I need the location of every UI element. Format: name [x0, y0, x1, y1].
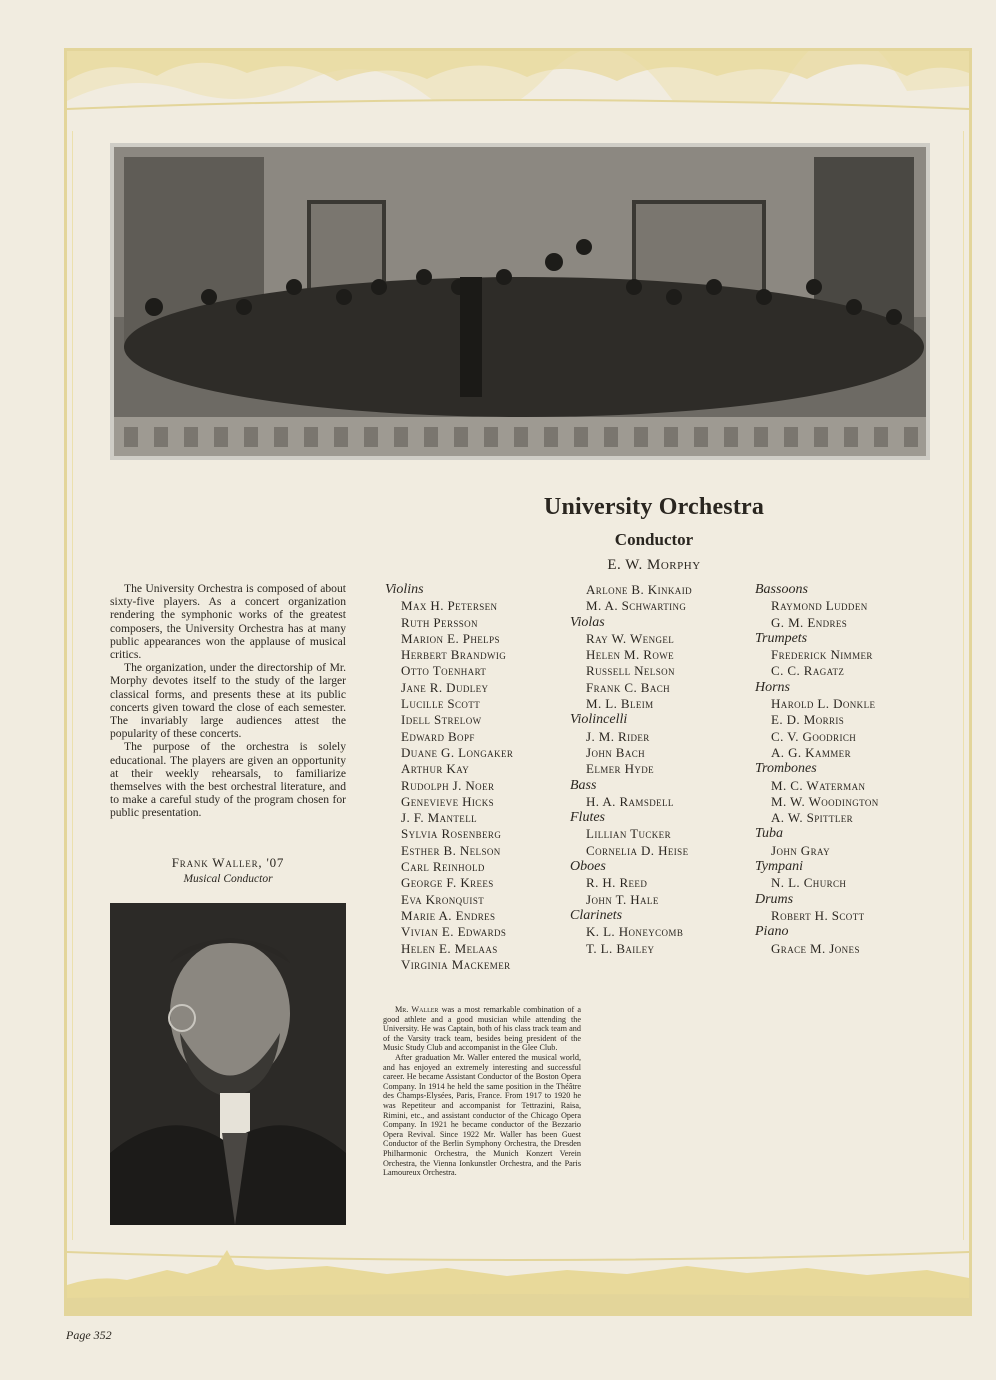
roster-member: Sylvia Rosenberg	[401, 826, 502, 842]
roster-member: Cornelia D. Heise	[586, 842, 689, 858]
roster-member: Herbert Brandwig	[401, 647, 507, 663]
roster-member: Grace M. Jones	[771, 940, 860, 956]
roster-member: H. A. Ramsdell	[586, 793, 674, 809]
roster-member: R. H. Reed	[586, 875, 648, 891]
roster-member: George F. Krees	[401, 875, 494, 891]
roster-member: A. G. Kammer	[771, 744, 851, 760]
intro-paragraph: The organization, under the directorship of Mr. Morphy devotes itself to the study of the larger classical forms, and presents these at its public concerts given toward the close of each semester. The invariably large audiences attest the popularity of these concerts.	[110, 661, 346, 741]
roster-member: M. L. Bleim	[586, 696, 654, 712]
roster-member: Lillian Tucker	[586, 826, 671, 842]
roster-member: Helen M. Rowe	[586, 647, 675, 663]
signature-title: Musical Conductor	[183, 873, 273, 885]
roster-member: Rudolph J. Noer	[401, 777, 495, 793]
roster-section-heading: Trombones	[755, 761, 817, 777]
roster-member: Eva Kronquist	[401, 891, 485, 907]
roster-member: Ray W. Wengel	[586, 630, 675, 646]
roster-member: T. L. Bailey	[586, 940, 655, 956]
intro-text	[110, 582, 346, 820]
bio-text: was a most remarkable combination of a good athlete and a good musician while attending the University. He was Captain, both of his class track team and of the Varsity track team, besides being president of the Music Study Club and accompanist in the Glee Club.	[383, 1005, 581, 1053]
conductor-bio	[383, 1005, 581, 1178]
bio-lead: Mr. Waller	[395, 1005, 439, 1014]
roster-member: Helen E. Melaas	[401, 940, 498, 956]
roster-member: Edward Bopf	[401, 728, 475, 744]
conductor-portrait-photo	[110, 903, 346, 1225]
roster-member: Elmer Hyde	[586, 761, 655, 777]
roster-section-heading: Violas	[570, 614, 605, 630]
signature-name: Frank Waller, '07	[171, 855, 285, 870]
roster-member: N. L. Church	[771, 875, 847, 891]
roster-member: Arlone B. Kinkaid	[586, 582, 692, 597]
roster-member: G. M. Endres	[771, 614, 848, 630]
conductor-name: E. W. Morphy	[607, 557, 701, 573]
intro-paragraph: The University Orchestra is composed of about sixty-five players. As a concert organization rendering the symphonic works of the greatest composers, the University Orchestra has at many public appearances won the applause of musical critics.	[110, 582, 346, 662]
roster-member: Vivian E. Edwards	[401, 924, 507, 940]
roster-section-heading: Violins	[385, 582, 424, 597]
bio-paragraph: After graduation Mr. Waller entered the musical world, and has enjoyed an extremely interesting and successful career. He became Assistant Conductor of the Boston Opera Company. In 1914 he held the same position in the Théâtre des Champs-Elysées, Paris, France. From 1917 to 1920 he was Repetiteur and accompanist for Tettrazini, Raisa, Rimini, etc., and assistant conductor of the Chicago Opera Company. In 1921 he became conductor of the Bezzario Opera Revival. Since 1922 Mr. Waller has been Guest Conductor of the Berlin Symphony Orchestra, the Dresden Philharmonic Orchestra, the Munich Konzert Verein Orchestra, the Vienna Ionkunstler Orchestra, and the Paris Lamoureux Orchestra.	[383, 1052, 581, 1178]
roster-member: Raymond Ludden	[771, 598, 868, 614]
roster-member: J. M. Rider	[586, 728, 650, 744]
roster-member: Harold L. Donkle	[771, 696, 876, 712]
roster-member: C. V. Goodrich	[771, 728, 857, 744]
roster-member: Marion E. Phelps	[401, 630, 500, 646]
roster-member: Duane G. Longaker	[401, 744, 514, 760]
bio-paragraph	[383, 1005, 581, 1053]
roster-section-heading: Piano	[755, 924, 789, 940]
roster-member: Arthur Kay	[401, 761, 470, 777]
roster-member: Robert H. Scott	[771, 907, 865, 923]
roster-member: E. D. Morris	[771, 712, 845, 728]
roster-member: Idell Strelow	[401, 712, 482, 728]
roster-member: Genevieve Hicks	[401, 793, 495, 809]
conductor-heading: Conductor	[614, 530, 694, 549]
roster-member: John Gray	[771, 842, 830, 858]
roster-section-heading: Violincelli	[570, 712, 628, 728]
roster-section-heading: Tympani	[755, 859, 803, 875]
roster-member: Frederick Nimmer	[771, 647, 873, 663]
roster-section-heading: Bass	[570, 777, 597, 793]
roster-member: John Bach	[586, 744, 646, 760]
roster-member: C. C. Ragatz	[771, 663, 845, 679]
roster-member: M. W. Woodington	[771, 793, 879, 809]
roster-member: K. L. Honeycomb	[586, 924, 684, 940]
roster-section-heading: Flutes	[570, 810, 605, 826]
roster-column-1	[385, 582, 575, 973]
roster-member: Esther B. Nelson	[401, 842, 501, 858]
roster-member: Max H. Petersen	[401, 598, 498, 614]
roster-section-heading: Oboes	[570, 859, 606, 875]
orchestra-photo	[110, 143, 930, 460]
roster-member: J. F. Mantell	[401, 810, 477, 826]
roster-member: A. W. Spittler	[771, 810, 854, 826]
roster-member: Lucille Scott	[401, 696, 481, 712]
roster-member: Marie A. Endres	[401, 907, 496, 923]
roster-member: M. C. Waterman	[771, 777, 866, 793]
roster-section-heading: Drums	[755, 891, 794, 907]
page-number: Page 352	[66, 1328, 112, 1342]
roster-section-heading: Trumpets	[755, 630, 808, 646]
page-title: University Orchestra	[543, 494, 765, 520]
roster-section-heading: Bassoons	[755, 582, 808, 597]
roster-member: John T. Hale	[586, 891, 659, 907]
roster-member: Ruth Persson	[401, 614, 478, 630]
roster-column-3	[755, 582, 945, 957]
roster-member: M. A. Schwarting	[586, 598, 687, 614]
roster-section-heading: Tuba	[755, 826, 784, 842]
roster-member: Russell Nelson	[586, 663, 675, 679]
roster-column-2	[570, 582, 760, 957]
roster-member: Virginia Mackemer	[401, 956, 511, 972]
cloud-banner-top	[67, 51, 969, 131]
skyline-banner-bottom	[67, 1240, 969, 1313]
roster-member: Carl Reinhold	[401, 859, 485, 875]
intro-paragraph: The purpose of the orchestra is solely educational. The players are given an opportunity at their weekly rehearsals, to familiarize themselves with the best orchestral literature, and to make a careful study of the program chosen for public presentation.	[110, 740, 346, 820]
roster-member: Jane R. Dudley	[401, 679, 489, 695]
roster-section-heading: Horns	[755, 679, 791, 695]
roster-section-heading: Clarinets	[570, 907, 623, 923]
roster-member: Frank C. Bach	[586, 679, 671, 695]
roster-member: Otto Toenhart	[401, 663, 487, 679]
